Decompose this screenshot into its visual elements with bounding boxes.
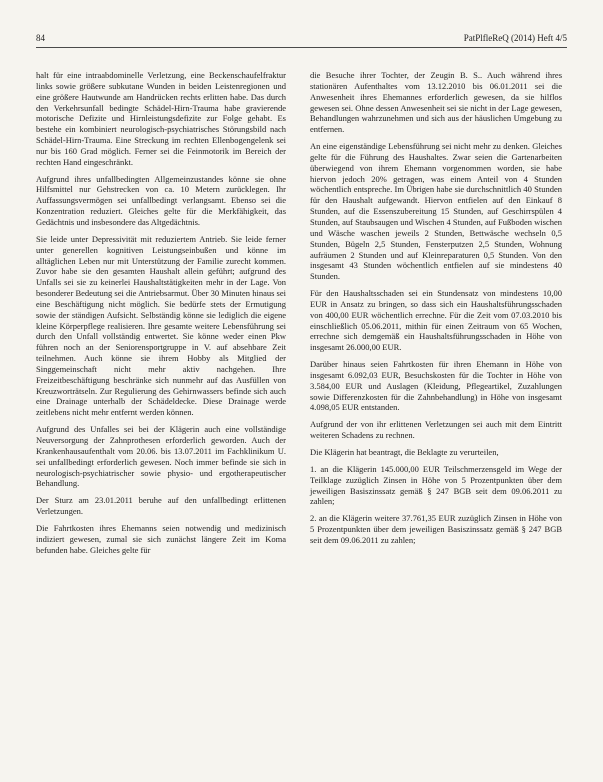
claim-item: 1. an die Klägerin 145.000,00 EUR Teilschmerzensgeld im Wege der Teilklage zuzüglich Zinsen in Höhe von 5 Prozentpunkten über dem jeweiligen Basiszinssatz gemäß § 247 BGB seit dem 09.06.2011 zu zahlen;	[310, 463, 562, 507]
paragraph: die Besuche ihrer Tochter, der Zeugin B. S.. Auch während ihres stationären Aufenthaltes vom 13.12.2010 bis 06.01.2011 sei die Anwesenheit ihres Ehemannes erforderlich gewesen, da sie hilflos gewesen sei. Ohne dessen Anwesenheit sei sie nicht in der Lage gewesen, Behandlungen wahrzunehmen und sich aus der häuslichen Umgebung zu entfernen.	[310, 70, 562, 135]
paragraph: Darüber hinaus seien Fahrtkosten für ihren Ehemann in Höhe von insgesamt 6.092,03 EUR, Besuchskosten für die Tochter in Höhe von 3.584,00 EUR und Auslagen (Kleidung, Pflegeartikel, Zuzahlungen sowie Differenzkosten für die Zahnbehandlung) in Höhe von insgesamt 4.098,05 EUR entstanden.	[310, 359, 562, 413]
paragraph: Die Fahrtkosten ihres Ehemanns seien notwendig und medizinisch indiziert gewesen, zumal sie sich zunächst längere Zeit im Koma befunden habe. Gleiches gelte für	[36, 522, 286, 555]
left-column	[36, 70, 286, 561]
paragraph: halt für eine intraabdominelle Verletzung, eine Beckenschaufelfraktur links sowie größere subkutane Wunden in beiden Leistenregionen und eine größere Hautwunde am Handrücken rechts erlitten habe. Das durch den Verkehrsunfall bedingte Schädel-Hirn-Trauma habe gravierende motorische Defizite und Hirnleistungsdefizite zur Folge gehabt. Es bestehe ein kombiniert neurologisch-psychiatrisches Störungsbild nach Schädel-Hirn-Trauma. Eine Streckung im rechten Ellenbogengelenk sei nur bis 160 Grad möglich. Ferner sei die Feinmotorik im Bereich der rechten Hand eingeschränkt.	[36, 70, 286, 167]
paragraph: Der Sturz am 23.01.2011 beruhe auf den unfallbedingt erlittenen Verletzungen.	[36, 495, 286, 517]
page-number: 84	[36, 33, 45, 43]
journal-title: PatPlfleReQ (2014) Heft 4/5	[463, 33, 567, 43]
claim-item: 2. an die Klägerin weitere 37.761,35 EUR zuzüglich Zinsen in Höhe von 5 Prozentpunkten über dem jeweiligen Basiszinssatz gemäß § 247 BGB seit dem 09.06.2011 zu zahlen;	[310, 513, 562, 545]
paragraph: Aufgrund der von ihr erlittenen Verletzungen sei auch mit dem Eintritt weiteren Schadens zu rechnen.	[310, 419, 562, 441]
running-header	[36, 33, 567, 47]
paragraph: Die Klägerin hat beantragt, die Beklagte zu verurteilen,	[310, 447, 499, 457]
paragraph: Aufgrund des Unfalles sei bei der Klägerin auch eine vollständige Neuversorgung der Zahnprothesen erforderlich geworden. Auch der Krankenhausaufenthalt vom 20.06. bis 13.07.2011 im Fachklinikum U. sei unfallbedingt erforderlich gewesen. Noch immer befinde sie sich in neurologisch-psychiatrischer sowie physio- und ergotherapeutischer Behandlung.	[36, 424, 286, 489]
header-rule	[36, 47, 567, 48]
paragraph: An eine eigenständige Lebensführung sei nicht mehr zu denken. Gleiches gelte für die Führung des Haushaltes. Zwar seien die Gartenarbeiten überwiegend von ihrem Ehemann vorgenommen worden, sie habe hiervon jedoch 20% getragen, was einem Anteil von 4 Stunden wöchentlich entspreche. Im Übrigen habe sie durchschnittlich 40 Stunden für den Haushalt aufgewandt. Hiervon entfielen auf den Einkauf 8 Stunden, auf die Essenszubereitung 15 Stunden, auf Geschirrspülen 4 Stunden, auf Staubsaugen und Wischen 4 Stunden, auf Fußboden wischen und Wäsche waschen jeweils 2 Stunden, Bettwäsche wechseln 0,5 Stunden, Bügeln 2,5 Stunden, Fensterputzen 2,5 Stunden, Wohnung aufräumen 2 Stunden und auf Kleinreparaturen 0,5 Stunden. Von den insgesamt 43 Stunden wöchentlich entfielen auf sie mindestens 40 Stunden.	[310, 141, 562, 282]
paragraph: Für den Haushaltsschaden sei ein Stundensatz von mindestens 10,00 EUR in Ansatz zu bringen, so dass sich ein Haushaltsführungsschaden von 400,00 EUR wöchentlich errechne. Für die Zeit vom 07.03.2010 bis einschließlich 05.06.2011, mithin für einen Zeitraum von 65 Wochen, errechne sich demgemäß ein Haushaltsführungsschaden in Höhe von insgesamt 26.000,00 EUR.	[310, 288, 562, 353]
paragraph: Sie leide unter Depressivität mit reduziertem Antrieb. Sie leide ferner unter generellen kognitiven Leistungseinbußen und könne im alltäglichen Leben nur mit Unterstützung der Familie zurecht kommen. Zuvor habe sie den gesamten Haushalt allein geführt; aufgrund des Unfalls sei sie zu keinerlei Haushaltstätigkeiten mehr in der Lage. Von besonderer Bedeutung sei die Antriebsarmut. Über 30 Minuten hinaus sei eine Beschäftigung nicht möglich. Sie bedürfe stets der Ermutigung sowie der ständigen Aufsicht. Selbständig könne sie lediglich die eigene kleine Körperpflege realisieren. Ihre gesamte weitere Lebensführung sei durch den Unfall vollständig entwertet. Sie könne weder einen Pkw führen noch an der Seniorensportgruppe in V. auf absehbare Zeit teilnehmen. Auch könne sie ihrem Hobby als Mitglied der Singgemeinschaft nicht mehr aktiv nachgehen. Ihre Freizeitbeschäftigung beschränke sich nunmehr auf das Ausfüllen von Kreuzworträtseln. Zur Regulierung des Gehirnwassers befinde sich auch eine Drainage unterhalb der Schädeldecke. Diese Drainage werde zeitlebens nicht mehr entfernt werden können.	[36, 233, 286, 418]
paragraph: Aufgrund ihres unfallbedingten Allgemeinzustandes könne sie ohne Hilfsmittel nur Gehstrecken von ca. 10 Metern zurücklegen. Ihr Auffassungsvermögen sei unfallbedingt verlangsamt. Ebenso sei die Konzentration reduziert. Gleiches gelte für die Merkfähigkeit, das Gedächtnis und insbesondere das Altgedächtnis.	[36, 173, 286, 227]
right-column	[310, 70, 562, 552]
